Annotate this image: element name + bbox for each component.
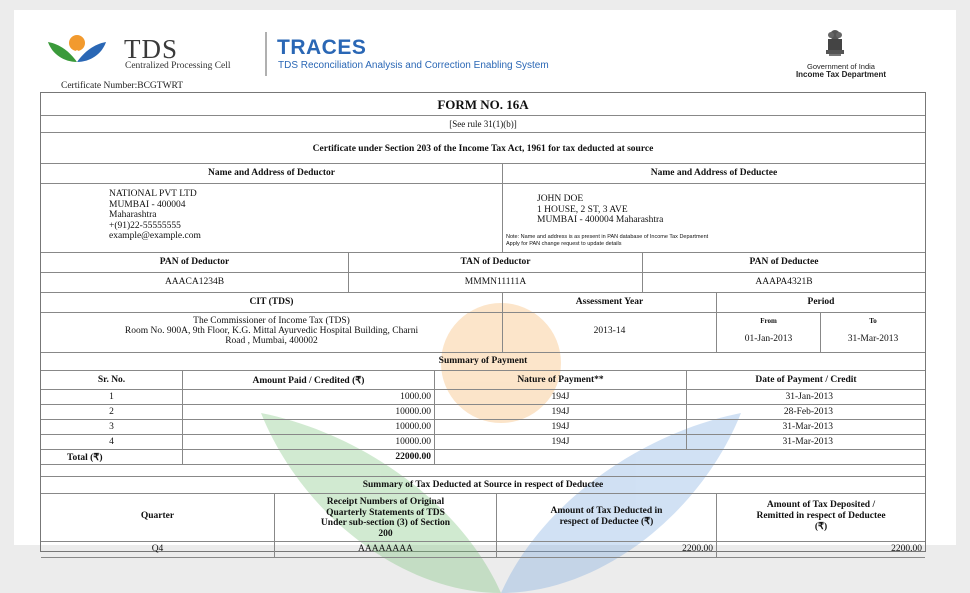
deductee-address	[537, 194, 663, 226]
cit-address	[41, 316, 502, 346]
col-deducted-line1: Amount of Tax Deducted in	[550, 506, 663, 516]
payment-total-value: 22000.00	[395, 452, 431, 462]
certificate-heading: Certificate under Section 203 of the Income Tax Act, 1961 for tax deducted at source	[312, 144, 654, 154]
col-deposited-line1: Amount of Tax Deposited /	[766, 500, 876, 510]
payment-header-row	[41, 371, 925, 390]
col-date-of-payment: Date of Payment / Credit	[755, 375, 857, 385]
pan-deductee-value: AAAPA4321B	[755, 277, 813, 287]
tds-subtitle: Centralized Processing Cell	[125, 61, 231, 71]
form-rule-row	[41, 116, 925, 133]
payment-sr: 1	[109, 392, 114, 402]
tax-header-row	[41, 494, 925, 542]
tan-deductor-value: MMMN11111A	[464, 277, 527, 287]
payment-date: 28-Feb-2013	[783, 407, 833, 417]
deductee-street: 1 HOUSE, 2 ST, 3 AVE	[537, 204, 628, 215]
deductor-city: MUMBAI - 400004	[109, 199, 186, 210]
payment-amount: 10000.00	[395, 437, 431, 447]
table-row	[41, 542, 925, 558]
col-deposited-line2: Remitted in respect of Deductee	[756, 511, 886, 521]
tax-receipt-number: AAAAAAAA	[358, 544, 413, 554]
cit-header-row	[41, 293, 925, 313]
deductor-name: NATIONAL PVT LTD	[109, 189, 197, 199]
period-to-label: To	[869, 317, 877, 325]
tan-deductor-label: TAN of Deductor	[460, 257, 531, 267]
payment-sr: 3	[109, 422, 114, 432]
col-receipt-line3: Under sub-section (3) of Section	[320, 518, 451, 528]
cit-line3: Road , Mumbai, 400002	[225, 336, 318, 346]
form-title-row	[41, 93, 925, 116]
deductor-email: example@example.com	[109, 231, 201, 241]
col-nature-of-payment: Nature of Payment**	[517, 375, 604, 385]
col-sr-no: Sr. No.	[97, 375, 126, 385]
header-divider	[265, 32, 267, 76]
col-tax-deducted	[497, 506, 716, 528]
form-title: FORM NO. 16A	[437, 97, 529, 112]
deductor-address	[109, 189, 201, 242]
table-row	[41, 390, 925, 405]
certificate-page	[14, 10, 956, 554]
goi-line1: Government of India	[807, 62, 875, 71]
payment-sr: 4	[109, 437, 114, 447]
deductor-phone: +(91)22-55555555	[109, 220, 181, 231]
table-row	[41, 420, 925, 435]
pan-deductee-label: PAN of Deductee	[749, 257, 819, 267]
payment-date: 31-Mar-2013	[782, 437, 833, 447]
tds-logo-icon	[46, 32, 108, 66]
tax-deposited-value: 2200.00	[891, 544, 922, 554]
col-amount-paid: Amount Paid / Credited (₹)	[252, 376, 365, 386]
pan-deductor-value: AAACA1234B	[164, 277, 225, 287]
deductee-label: Name and Address of Deductee	[650, 168, 778, 178]
col-quarter: Quarter	[140, 511, 175, 521]
traces-title: TRACES	[277, 36, 367, 59]
col-deposited-line3: (₹)	[814, 522, 828, 532]
period-from-label: From	[760, 317, 777, 325]
col-receipt-line1: Receipt Numbers of Original	[326, 497, 445, 507]
payment-amount: 10000.00	[395, 422, 431, 432]
national-emblem-icon	[822, 28, 848, 58]
traces-subtitle: TDS Reconciliation Analysis and Correction Enabling System	[278, 60, 549, 71]
tax-summary-title: Summary of Tax Deducted at Source in respect of Deductee	[362, 480, 604, 490]
col-receipt-numbers	[275, 497, 496, 539]
cit-line2: Room No. 900A, 9th Floor, K.G. Mittal Ayurvedic Hospital Building, Charni	[124, 326, 419, 336]
form-rule: [See rule 31(1)(b)]	[449, 119, 517, 129]
table-row	[41, 435, 925, 450]
cit-line1: The Commissioner of Income Tax (TDS)	[193, 316, 350, 326]
payment-amount: 1000.00	[400, 392, 431, 402]
deductee-note-line2: Apply for PAN change request to update details	[506, 240, 622, 247]
ids-header-row	[41, 253, 925, 273]
payment-sr: 2	[109, 407, 114, 417]
payment-date: 31-Mar-2013	[782, 422, 833, 432]
deductee-note	[506, 234, 708, 247]
spacer-row	[41, 465, 925, 477]
pan-deductor-label: PAN of Deductor	[159, 257, 230, 267]
assessment-year-value: 2013-14	[593, 326, 626, 336]
col-receipt-line4: 200	[378, 528, 393, 539]
deductor-state: Maharashtra	[109, 210, 157, 220]
payment-total-label: Total (₹)	[67, 453, 103, 463]
payment-date: 31-Jan-2013	[785, 392, 833, 402]
tax-deducted-value: 2200.00	[682, 544, 713, 554]
tds-wordmark: TDS	[124, 34, 179, 64]
assessment-year-label: Assessment Year	[575, 297, 644, 307]
payment-nature: 194J	[551, 437, 570, 447]
certificate-heading-row	[41, 133, 925, 164]
table-row	[41, 405, 925, 420]
form-16a	[40, 92, 926, 552]
deductee-note-line1: Note: Name and address is as present in PAN database of Income Tax Department	[506, 234, 709, 240]
address-header-row	[41, 164, 925, 184]
cit-value-row	[41, 313, 925, 353]
deductor-label: Name and Address of Deductor	[207, 168, 336, 178]
payment-summary-title-row	[41, 353, 925, 371]
payment-total-row	[41, 450, 925, 465]
tax-summary-title-row	[41, 477, 925, 494]
period-from-value: 01-Jan-2013	[744, 334, 793, 344]
col-deducted-line2: respect of Deductee (₹)	[559, 517, 654, 527]
period-to-value: 31-Mar-2013	[847, 334, 899, 344]
period-label: Period	[807, 297, 835, 307]
certificate-number: Certificate Number:BCGTWRT	[61, 81, 184, 91]
goi-label	[776, 63, 906, 79]
payment-summary-title: Summary of Payment	[438, 356, 528, 366]
col-tax-deposited	[717, 500, 925, 533]
cit-label: CIT (TDS)	[249, 297, 294, 307]
goi-line2: Income Tax Department	[795, 70, 887, 79]
tax-quarter: Q4	[151, 544, 164, 554]
ids-value-row	[41, 273, 925, 293]
address-row	[41, 184, 925, 253]
payment-nature: 194J	[551, 407, 570, 417]
payment-amount: 10000.00	[395, 407, 431, 417]
col-receipt-line2: Quarterly Statements of TDS	[326, 507, 445, 518]
deductee-city: MUMBAI - 400004 Maharashtra	[537, 215, 664, 225]
payment-nature: 194J	[551, 392, 570, 402]
deductee-name: JOHN DOE	[537, 194, 584, 204]
payment-nature: 194J	[551, 422, 570, 432]
